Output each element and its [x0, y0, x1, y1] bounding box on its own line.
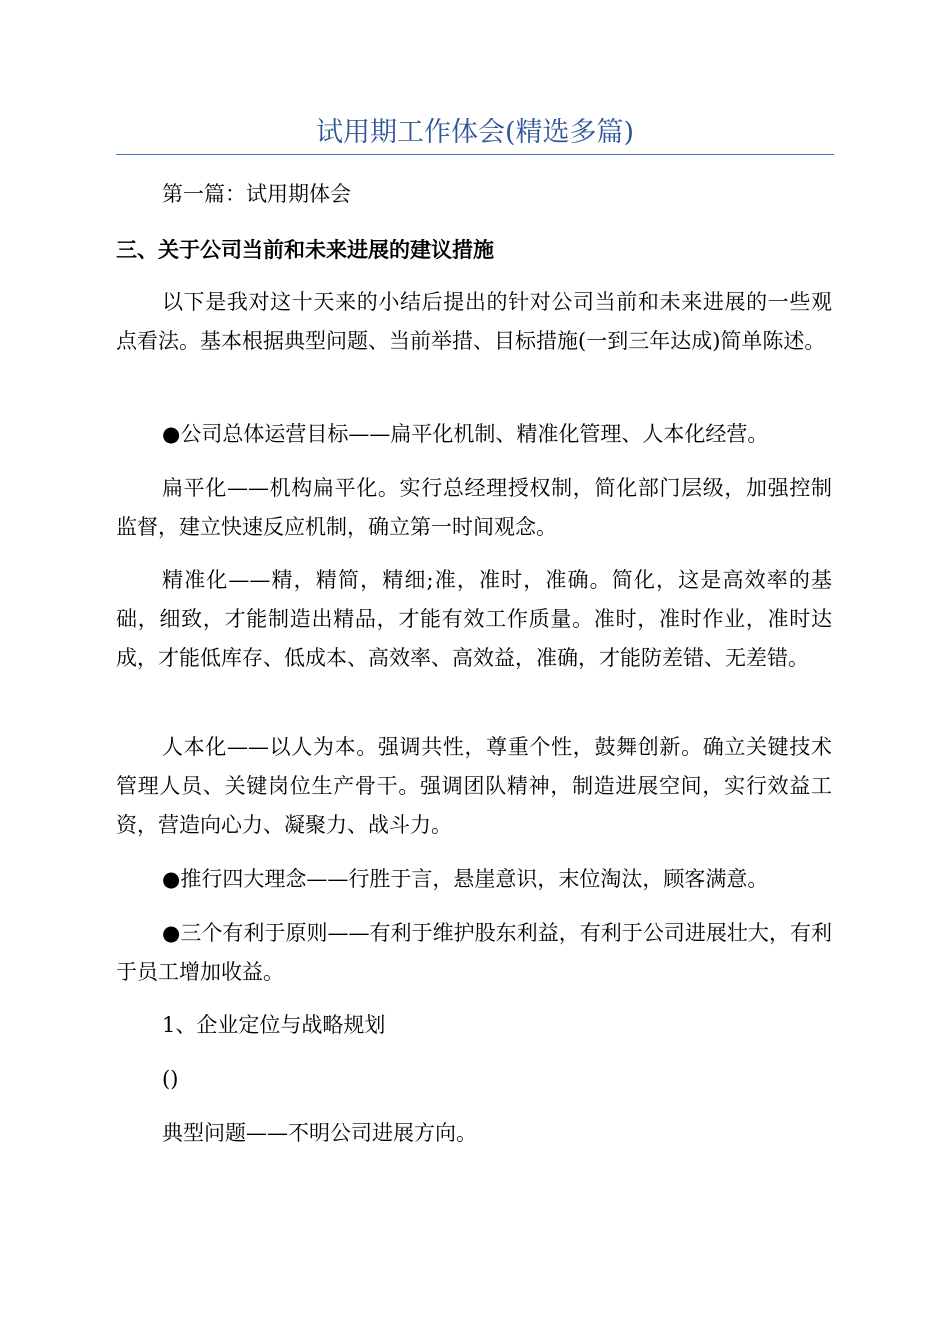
- body-paragraph: (): [162, 1067, 179, 1091]
- document-title: 试用期工作体会(精选多篇): [315, 117, 635, 148]
- body-paragraph: 人本化——以人为本。强调共性，尊重个性，鼓舞创新。确立关键技术管理人员、关键岗位生产骨干。强调团队精神，制造进展空间，实行效益工资，营造向心力、凝聚力、战斗力。: [116, 735, 832, 837]
- title-underline: [116, 154, 834, 155]
- body-paragraph: 典型问题——不明公司进展方向。: [162, 1121, 477, 1145]
- section-heading: 第一篇：试用期体会: [162, 182, 351, 206]
- bullet-paragraph: ●公司总体运营目标——扁平化机制、精准化管理、人本化经营。: [162, 422, 769, 446]
- body-paragraph: 以下是我对这十天来的小结后提出的针对公司当前和未来进展的一些观点看法。基本根据典型问题、当前举措、目标措施(一到三年达成)简单陈述。: [116, 290, 832, 353]
- body-paragraph: 扁平化——机构扁平化。实行总经理授权制，简化部门层级，加强控制监督，建立快速反应机制，确立第一时间观念。: [116, 476, 832, 539]
- bullet-paragraph: ●三个有利于原则——有利于维护股东利益，有利于公司进展壮大，有利于员工增加收益。: [116, 921, 832, 984]
- subsection-heading: 三、关于公司当前和未来进展的建议措施: [116, 237, 494, 262]
- numbered-heading: 1、企业定位与战略规划: [162, 1013, 386, 1037]
- bullet-paragraph: ●推行四大理念——行胜于言，悬崖意识，末位淘汰，顾客满意。: [162, 867, 769, 891]
- body-paragraph: 精准化——精，精简，精细;准，准时，准确。简化，这是高效率的基础，细致，才能制造出精品，才能有效工作质量。准时，准时作业，准时达成，才能低库存、低成本、高效率、高效益，准确，才能防差错、无差错。: [116, 568, 832, 670]
